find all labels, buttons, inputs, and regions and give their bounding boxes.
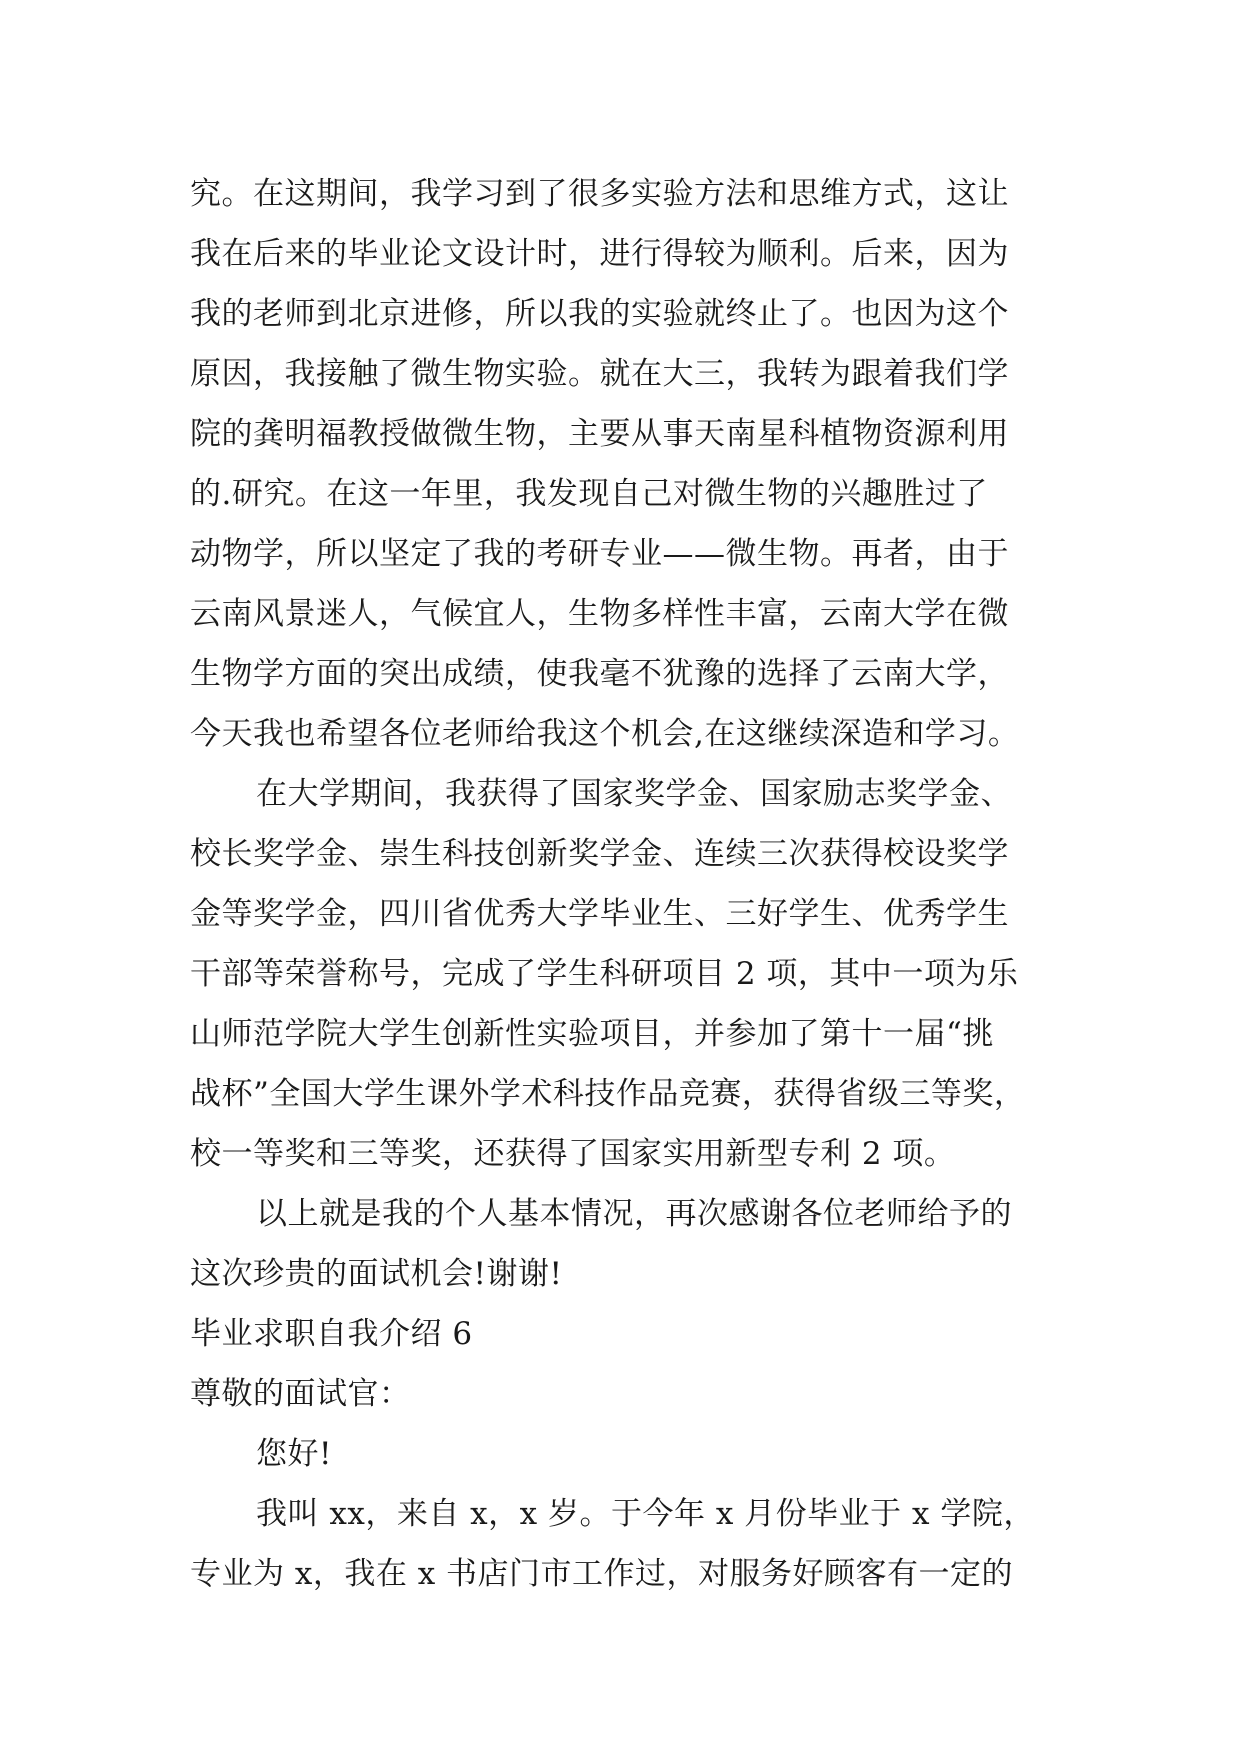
text-line: 今天我也希望各位老师给我这个机会,在这继续深造和学习。	[190, 716, 1020, 752]
paragraph-first-line: 以上就是我的个人基本情况，再次感谢各位老师给予的	[256, 1196, 1012, 1232]
text-line: 我的老师到北京进修，所以我的实验就终止了。也因为这个	[190, 296, 1009, 332]
text-line: 战杯”全国大学生课外学术科技作品竞赛，获得省级三等奖，	[190, 1076, 1026, 1112]
text-line: 这次珍贵的面试机会!谢谢!	[190, 1256, 563, 1292]
text-line: 专业为 x，我在 x 书店门市工作过，对服务好顾客有一定的	[190, 1556, 1014, 1592]
section-heading: 毕业求职自我介绍 6	[190, 1316, 473, 1352]
text-line: 干部等荣誉称号，完成了学生科研项目 2 项，其中一项为乐	[190, 956, 1019, 992]
text-line: 动物学，所以坚定了我的考研专业——微生物。再者，由于	[190, 536, 1009, 572]
paragraph-first-line: 我叫 xx，来自 x，x 岁。于今年 x 月份毕业于 x 学院，	[256, 1496, 1035, 1532]
text-line: 的.研究。在这一年里，我发现自己对微生物的兴趣胜过了	[190, 476, 988, 512]
text-line: 校长奖学金、崇生科技创新奖学金、连续三次获得校设奖学	[190, 836, 1009, 872]
text-line: 云南风景迷人，气候宜人，生物多样性丰富，云南大学在微	[190, 596, 1009, 632]
greeting: 您好!	[256, 1436, 332, 1472]
text-line: 我在后来的毕业论文设计时，进行得较为顺利。后来，因为	[190, 236, 1009, 272]
document-body	[190, 164, 1060, 1604]
text-line: 原因，我接触了微生物实验。就在大三，我转为跟着我们学	[190, 356, 1009, 392]
text-line: 校一等奖和三等奖，还获得了国家实用新型专利 2 项。	[190, 1136, 956, 1172]
text-line: 生物学方面的突出成绩，使我毫不犹豫的选择了云南大学，	[190, 656, 1009, 692]
paragraph-first-line: 在大学期间，我获得了国家奖学金、国家励志奖学金、	[256, 776, 1012, 812]
text-line: 山师范学院大学生创新性实验项目，并参加了第十一届“挑	[190, 1016, 994, 1052]
text-line: 院的龚明福教授做微生物，主要从事天南星科植物资源利用	[190, 416, 1009, 452]
text-line: 究。在这期间，我学习到了很多实验方法和思维方式，这让	[190, 176, 1009, 212]
salutation: 尊敬的面试官：	[190, 1376, 411, 1412]
text-line: 金等奖学金，四川省优秀大学毕业生、三好学生、优秀学生	[190, 896, 1009, 932]
